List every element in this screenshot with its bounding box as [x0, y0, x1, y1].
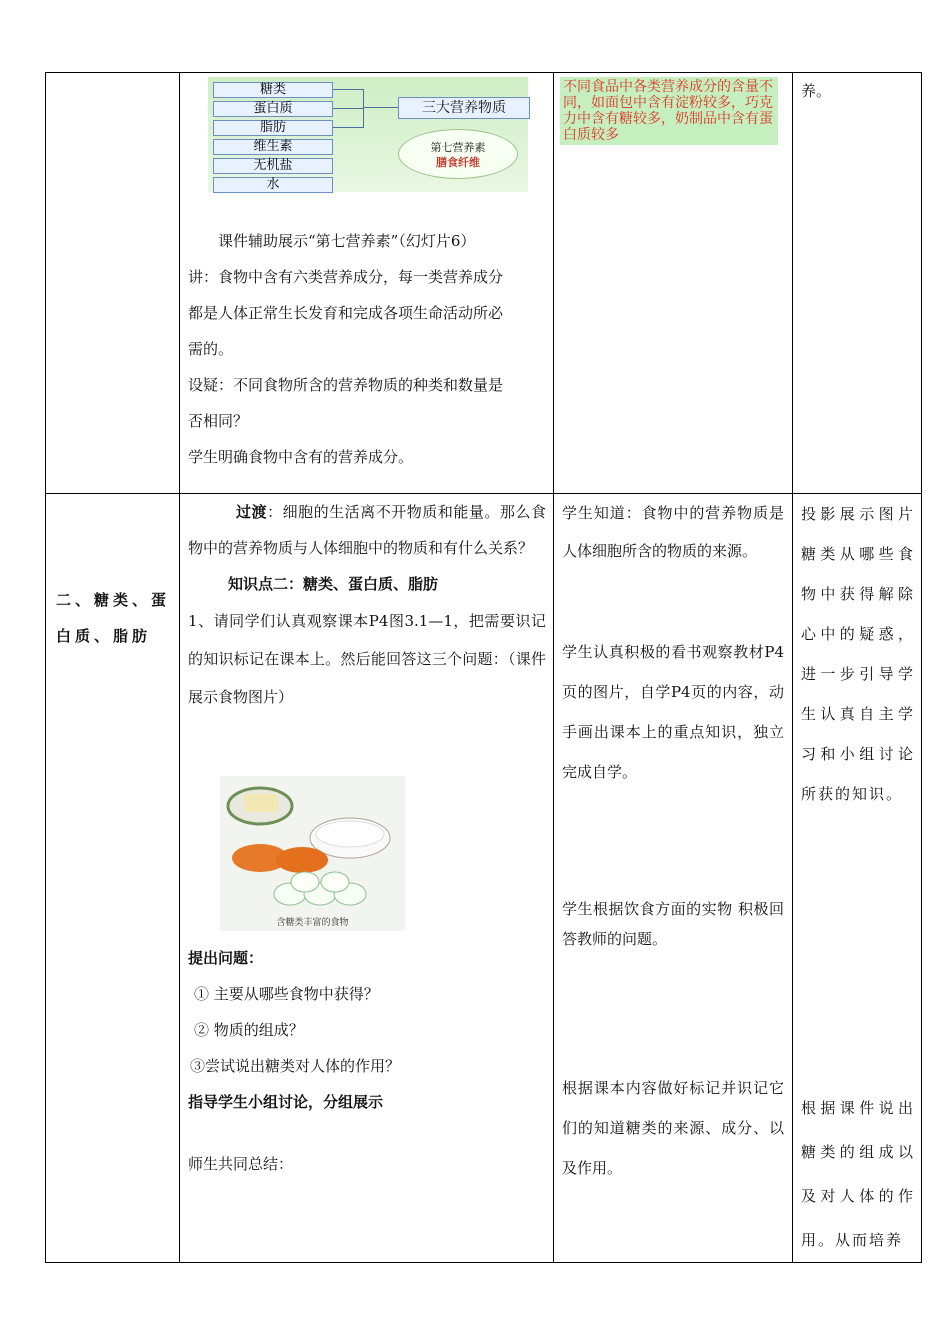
intent-text: 养。 — [801, 82, 832, 100]
row1-intent-cell — [793, 73, 921, 493]
row2-intent-cell — [793, 494, 921, 1264]
food-illustration — [220, 776, 405, 916]
diagram-item: 水 — [213, 177, 333, 193]
student-activity: 学生认真积极的看书观察教材P4页的图片，自学P4页的内容，动手画出课本上的重点知识，独立完成自学。 — [562, 643, 784, 781]
guide-text: 指导学生小组讨论，分组展示 — [188, 1093, 384, 1111]
summary-text: 师生共同总结： — [188, 1155, 294, 1173]
student-activity: 根据课本内容做好标记并识记它们的知道糖类的来源、成分、以及作用。 — [562, 1079, 784, 1177]
question-item: ① 主要从哪些食物中获得？ — [194, 985, 379, 1003]
seventh-nutrient-bubble — [398, 129, 518, 179]
row1-student-cell — [554, 73, 792, 493]
teacher-line: 否相同？ — [188, 412, 249, 430]
diagram-item: 维生素 — [213, 139, 333, 155]
section-title: 二、糖类、蛋白质、脂肪 — [56, 591, 171, 645]
row2-section-cell — [46, 494, 179, 1264]
group-label: 三大营养物质 — [398, 97, 530, 119]
nutrient-diagram — [208, 77, 528, 192]
teacher-line: 需的。 — [188, 340, 234, 358]
task-one: 1、请同学们认真观察课本P4图3.1—1，把需要识记的知识标记在课本上。然后能回答这三个问题：（课件展示食物图片） — [188, 612, 546, 706]
question-item: ③尝试说出糖类对人体的作用？ — [190, 1057, 401, 1075]
intent-text: 根据课件说出糖类的组成以及对人体的作用。从而培养 — [801, 1099, 915, 1249]
transition-paragraph — [188, 494, 546, 566]
teacher-line: 讲：食物中含有六类营养成分，每一类营养成分 — [188, 268, 504, 286]
diagram-item: 蛋白质 — [213, 101, 333, 117]
diagram-item: 糖类 — [213, 82, 333, 98]
ask-label: 提出问题： — [188, 949, 264, 967]
diagram-item: 无机盐 — [213, 158, 333, 174]
row2-student-cell — [554, 494, 792, 1264]
intent-text: 投影展示图片糖类从哪些食物中获得解除心中的疑惑，进一步引导学生认真自主学习和小组讨论所获的知识。 — [801, 505, 915, 803]
question-item: ② 物质的组成？ — [194, 1021, 304, 1039]
teacher-line: 课件辅助展示“第七营养素”（幻灯片6） — [218, 232, 476, 250]
lesson-table — [45, 72, 922, 1263]
teacher-line: 都是人体正常生长发育和完成各项生命活动所必 — [188, 304, 504, 322]
row1-teacher-cell — [180, 73, 553, 493]
row2-teacher-cell — [180, 494, 553, 1264]
teacher-line: 学生明确食物中含有的营养成分。 — [188, 448, 414, 466]
teacher-line: 设疑：不同食物所含的营养物质的种类和数量是 — [188, 376, 504, 394]
transition-text: ：细胞的生活离不开物质和能量。那么食物中的营养物质与人体细胞中的物质和有什么关系？ — [188, 503, 546, 557]
nutrient-content-note: 不同食品中各类营养成分的含量不同，如面包中含有淀粉较多，巧克力中含有糖较多，奶制品中含有蛋白质较多 — [560, 77, 778, 145]
food-caption: 含糖类丰富的食物 — [276, 918, 349, 928]
diagram-item: 脂肪 — [213, 120, 333, 136]
transition-label: 过渡 — [236, 503, 268, 521]
student-activity: 学生知道：食物中的营养物质是人体细胞所含的物质的来源。 — [562, 504, 784, 560]
bubble-sub: 膳食纤维 — [436, 156, 480, 169]
knowledge-point: 知识点二：糖类、蛋白质、脂肪 — [228, 575, 439, 593]
bubble-title: 第七营养素 — [430, 141, 486, 154]
student-activity: 学生根据饮食方面的实物 积极回答教师的问题。 — [562, 900, 784, 948]
sugar-food-image — [220, 776, 405, 931]
